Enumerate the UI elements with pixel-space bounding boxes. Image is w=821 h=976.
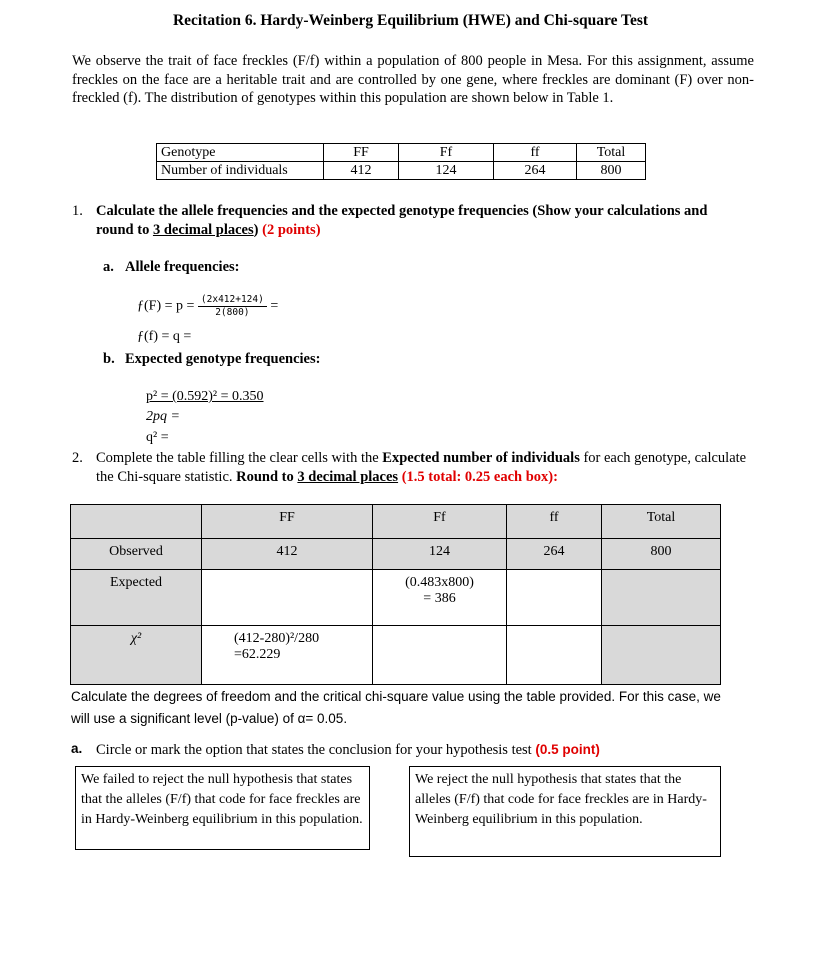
chi-square-table xyxy=(70,504,721,685)
qa-text-main: Circle or mark the option that states the conclusion for your hypothesis test xyxy=(96,742,532,758)
q2-text-u: 3 decimal places xyxy=(297,469,399,485)
q1-points: (2 points) xyxy=(262,222,321,238)
table-cell: Genotype xyxy=(157,144,324,162)
chi-FF-line1: (412-280)²/280 xyxy=(234,631,320,646)
chi-FF-line2: =62.229 xyxy=(234,647,281,662)
fF-lhs: ƒ(F) = p = xyxy=(137,298,195,314)
table-cell xyxy=(71,505,202,539)
expected-Ff-line2: = 386 xyxy=(423,591,456,606)
q1-b-label: b. xyxy=(103,351,115,367)
qa-label: a. xyxy=(71,741,83,756)
table-cell: Expected xyxy=(71,570,202,626)
chi-ff-cell[interactable] xyxy=(507,626,602,685)
table-cell: ff xyxy=(494,144,577,162)
table-cell: ff xyxy=(507,505,602,539)
table-row xyxy=(157,162,646,180)
q1-b-text: Expected genotype frequencies: xyxy=(125,351,321,367)
question-1-number: 1. xyxy=(72,203,83,219)
question-1-text xyxy=(96,202,746,240)
q2-text-a: Complete the table filling the clear cells with the xyxy=(96,450,383,466)
expected-Ff-cell[interactable] xyxy=(373,570,507,626)
q1-text-c: ) xyxy=(253,222,259,238)
q2-text-round: Round to xyxy=(236,469,298,485)
table-cell: Ff xyxy=(399,144,494,162)
table-cell: FF xyxy=(324,144,399,162)
q1-a-text: Allele frequencies: xyxy=(125,259,240,275)
page-title: Recitation 6. Hardy-Weinberg Equilibrium (HWE) and Chi-square Test xyxy=(172,12,649,29)
table-cell: Number of individuals xyxy=(157,162,324,180)
genotype-table xyxy=(156,143,646,180)
fF-numerator: (2x412+124) xyxy=(198,294,267,307)
table-cell: Total xyxy=(602,505,721,539)
p2-equation: p² = (0.592)² = 0.350 xyxy=(146,389,264,404)
ff-equation: ƒ(f) = q = xyxy=(137,329,192,344)
table-row xyxy=(71,539,721,570)
option-reject[interactable]: We reject the null hypothesis that states that the alleles (F/f) that code for face freckles are in Hardy-Weinberg equilibrium in this population. xyxy=(409,766,721,857)
question-2-number: 2. xyxy=(72,450,83,466)
fF-denominator: 2(800) xyxy=(215,307,250,318)
table-cell: 800 xyxy=(602,539,721,570)
table-cell: FF xyxy=(202,505,373,539)
table-row xyxy=(157,144,646,162)
table-row xyxy=(71,626,721,685)
q1-a-label: a. xyxy=(103,259,114,275)
fF-rhs: = xyxy=(270,298,279,314)
chi-Ff-cell[interactable] xyxy=(373,626,507,685)
table-cell xyxy=(602,570,721,626)
q1-text-u: 3 decimal places xyxy=(152,222,254,238)
table-cell: 264 xyxy=(507,539,602,570)
chi-FF-cell[interactable] xyxy=(202,626,373,685)
fF-fraction xyxy=(198,294,267,319)
expected-ff-cell[interactable] xyxy=(507,570,602,626)
q2-text-b: for each genotype, calculate the Chi-square statistic. xyxy=(96,450,747,485)
table-cell xyxy=(602,626,721,685)
table-cell: 124 xyxy=(373,539,507,570)
table-cell: Observed xyxy=(71,539,202,570)
2pq-equation: 2pq = xyxy=(146,409,180,424)
table-cell: 264 xyxy=(494,162,577,180)
table-row xyxy=(71,570,721,626)
q2-points: (1.5 total: 0.25 each box): xyxy=(398,469,558,485)
expected-Ff-line1: (0.483x800) xyxy=(405,575,474,590)
q2-equation: q² = xyxy=(146,430,169,445)
table-row xyxy=(71,505,721,539)
table-cell: 124 xyxy=(399,162,494,180)
expected-FF-cell[interactable] xyxy=(202,570,373,626)
q2-text-bold: Expected number of individuals xyxy=(382,450,580,466)
qa-text xyxy=(96,740,600,760)
table-cell: Total xyxy=(577,144,646,162)
dof-paragraph: Calculate the degrees of freedom and the critical chi-square value using the table provided. For this case, we will use a significant level (p-value) of α= 0.05. xyxy=(71,689,721,726)
q1-text-b: Show your calculations and round to xyxy=(96,203,708,238)
q1-text-a: Calculate the allele frequencies and the expected genotype frequencies ( xyxy=(96,203,538,219)
qa-points: (0.5 point) xyxy=(535,742,600,757)
option-fail-to-reject[interactable]: We failed to reject the null hypothesis that states that the alleles (F/f) that code for face freckles are in Hardy-Weinberg equilibrium in this population. xyxy=(75,766,370,850)
table-cell: χ² xyxy=(71,626,202,685)
table-cell: 412 xyxy=(202,539,373,570)
table-cell: 412 xyxy=(324,162,399,180)
table-cell: Ff xyxy=(373,505,507,539)
intro-paragraph: We observe the trait of face freckles (F/f) within a population of 800 people in Mesa. For this assignment, assume freckles on the face are a heritable trait and are controlled by one gene, where freckles are dominant (F) over non-freckled (f). The distribution of genotypes within this population are shown below in Table 1. xyxy=(72,53,754,106)
fF-equation xyxy=(137,294,278,319)
table-cell: 800 xyxy=(577,162,646,180)
question-2-text xyxy=(96,449,756,487)
